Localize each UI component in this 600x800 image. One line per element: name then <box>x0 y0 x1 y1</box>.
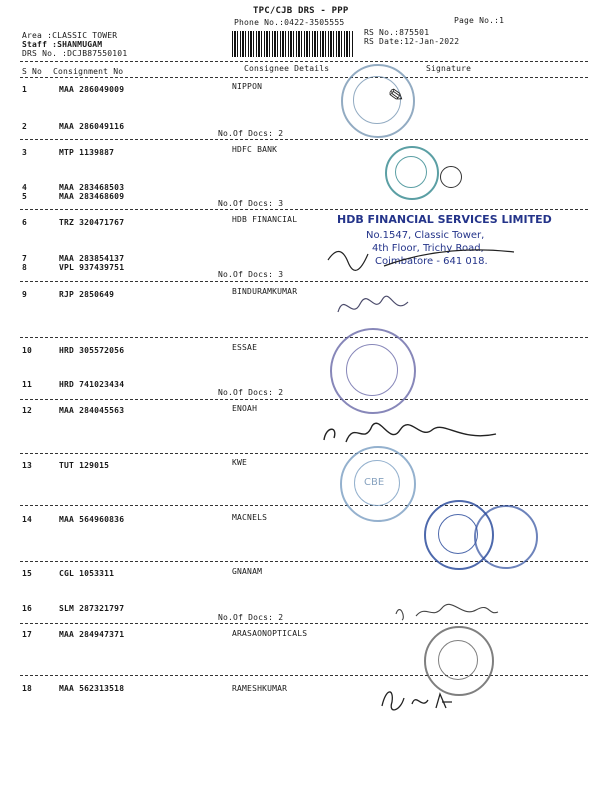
consignment-number: CGL 1053311 <box>59 569 115 578</box>
row-sno: 17 <box>22 630 33 639</box>
row-divider <box>20 675 588 676</box>
signature-binduramkumar <box>334 292 414 322</box>
column-header-divider <box>20 77 588 78</box>
consignee-name: RAMESHKUMAR <box>232 684 288 693</box>
consignee-name: ARASAONOPTICALS <box>232 629 308 638</box>
row-sno: 15 <box>22 569 33 578</box>
consignment-number: MTP 1139887 <box>59 148 115 157</box>
row-sno: 2 <box>22 122 28 131</box>
macnels-stamp-secondary <box>474 505 538 569</box>
column-header-consignee: Consignee Details <box>244 64 330 73</box>
consignee-name: BINDURAMKUMAR <box>232 287 298 296</box>
row-sno: 18 <box>22 684 33 693</box>
area-label: Area :CLASSIC TOWER <box>22 31 118 40</box>
consignment-number: MAA 283854137 <box>59 254 125 263</box>
row-divider <box>20 399 588 400</box>
row-sno: 6 <box>22 218 28 227</box>
consignment-number: HRD 305572056 <box>59 346 125 355</box>
hdb-stamp-address-1: No.1547, Classic Tower, <box>366 230 485 241</box>
kwe-stamp <box>340 446 416 522</box>
phone-number: Phone No.:0422-3505555 <box>234 18 345 27</box>
row-divider <box>20 453 588 454</box>
signature-enoah <box>320 416 500 450</box>
row-sno: 1 <box>22 85 28 94</box>
barcode <box>232 31 354 57</box>
consignee-name: ENOAH <box>232 404 258 413</box>
docs-count: No.Of Docs: 2 <box>218 613 284 622</box>
signature-hdfc <box>440 166 462 188</box>
row-divider <box>20 139 588 140</box>
consignee-name: HDB FINANCIAL <box>232 215 298 224</box>
row-sno: 14 <box>22 515 33 524</box>
docs-count: No.Of Docs: 2 <box>218 388 284 397</box>
hdfc-stamp <box>385 146 439 200</box>
consignee-name: GNANAM <box>232 567 263 576</box>
consignment-number: MAA 562313518 <box>59 684 125 693</box>
row-sno: 10 <box>22 346 33 355</box>
docs-count: No.Of Docs: 3 <box>218 199 284 208</box>
row-sno: 12 <box>22 406 33 415</box>
signature-nippon: ✎ <box>382 81 407 111</box>
consignment-number: VPL 937439751 <box>59 263 125 272</box>
kwe-stamp-label: CBE <box>364 477 385 488</box>
row-sno: 3 <box>22 148 28 157</box>
consignee-name: HDFC BANK <box>232 145 278 154</box>
rs-date: RS Date:12-Jan-2022 <box>364 37 460 46</box>
staff-label: Staff :SHANMUGAM <box>22 40 103 49</box>
consignment-number: MAA 286049116 <box>59 122 125 131</box>
essae-stamp <box>330 328 416 414</box>
row-divider <box>20 337 588 338</box>
consignment-number: RJP 2850649 <box>59 290 115 299</box>
hdb-stamp-address-2: 4th Floor, Trichy Road, <box>372 243 484 254</box>
consignee-name: KWE <box>232 458 248 467</box>
rs-number: RS No.:875501 <box>364 28 430 37</box>
consignment-number: SLM 287321797 <box>59 604 125 613</box>
hdb-stamp-address-3: Coimbatore - 641 018. <box>375 256 488 267</box>
signature-hdb <box>324 236 524 280</box>
hdb-stamp-title: HDB FINANCIAL SERVICES LIMITED <box>337 213 552 226</box>
consignment-number: MAA 564960836 <box>59 515 125 524</box>
consignment-number: MAA 283468503 <box>59 183 125 192</box>
signature-gnanam <box>392 598 502 624</box>
consignment-number: TUT 129015 <box>59 461 110 470</box>
column-header-sno: S No <box>22 67 43 76</box>
row-sno: 5 <box>22 192 28 201</box>
consignment-number: MAA 284947371 <box>59 630 125 639</box>
row-sno: 8 <box>22 263 28 272</box>
consignment-number: MAA 286049009 <box>59 85 125 94</box>
consignment-number: TRZ 320471767 <box>59 218 125 227</box>
consignment-number: HRD 741023434 <box>59 380 125 389</box>
page-number: Page No.:1 <box>454 16 505 25</box>
column-header-signature: Signature <box>426 64 472 73</box>
consignee-name: ESSAE <box>232 343 258 352</box>
row-divider <box>20 209 588 210</box>
column-header-consignment: Consignment No <box>53 67 124 76</box>
row-sno: 11 <box>22 380 33 389</box>
drs-number: DRS No. :DCJB87550101 <box>22 49 128 58</box>
row-sno: 4 <box>22 183 28 192</box>
row-divider <box>20 623 588 624</box>
consignment-number: MAA 284045563 <box>59 406 125 415</box>
docs-count: No.Of Docs: 2 <box>218 129 284 138</box>
docs-count: No.Of Docs: 3 <box>218 270 284 279</box>
header-divider <box>20 61 588 62</box>
signature-rameshkumar <box>378 684 458 716</box>
row-divider <box>20 281 588 282</box>
consignee-name: NIPPON <box>232 82 263 91</box>
row-sno: 9 <box>22 290 28 299</box>
consignment-number: MAA 283468609 <box>59 192 125 201</box>
sheet-title: TPC/CJB DRS - PPP <box>253 6 349 16</box>
consignee-name: MACNELS <box>232 513 268 522</box>
row-sno: 13 <box>22 461 33 470</box>
row-sno: 7 <box>22 254 28 263</box>
row-sno: 16 <box>22 604 33 613</box>
